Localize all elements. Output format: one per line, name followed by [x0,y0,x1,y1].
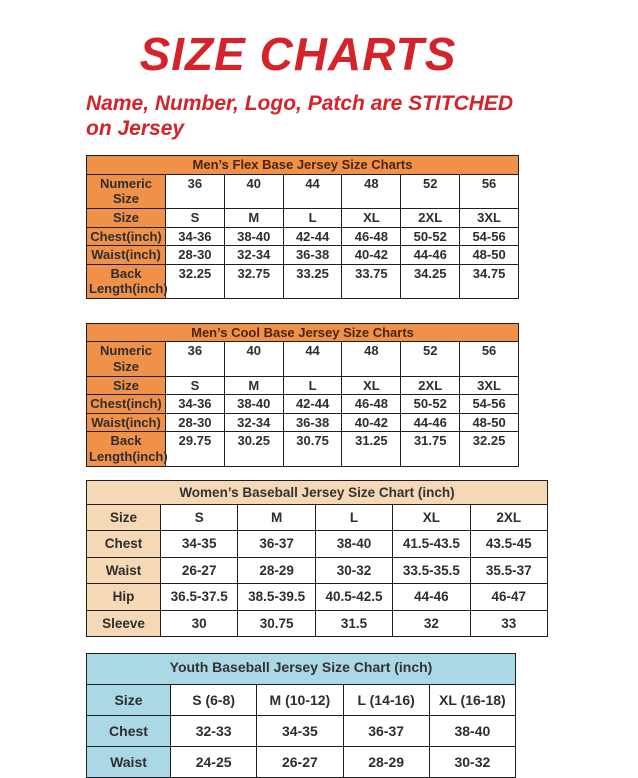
subtitle-line-1: Name, Number, Logo, Patch are STITCHED [86,92,514,115]
size-value-cell: 48-50 [460,246,519,265]
size-value-cell: L [315,504,392,531]
size-value-cell: S (6-8) [171,685,257,716]
size-value-cell: XL [393,504,470,531]
size-value-cell: 33.5-35.5 [393,557,470,584]
table-row [87,610,548,637]
mens-flex-base-table-title: Men’s Flex Base Jersey Size Charts [87,156,519,175]
size-value-cell: 3XL [460,376,519,395]
table-row [87,342,519,376]
size-value-cell: 44 [283,342,342,376]
size-value-cell: 36-37 [343,716,429,747]
size-value-cell: 30-32 [315,557,392,584]
table-row [87,531,548,558]
size-value-cell: 48 [342,342,401,376]
size-value-cell: 30.25 [224,432,283,466]
table-title-row [87,480,548,504]
size-value-cell: 40 [224,342,283,376]
size-value-cell: 34-36 [166,227,225,246]
size-charts-page [0,27,638,777]
size-value-cell: 46-48 [342,227,401,246]
table-row [87,432,519,466]
size-value-cell: 26-27 [161,557,238,584]
size-value-cell: 33.75 [342,264,401,298]
table-title-row [87,156,519,175]
size-value-cell: 38-40 [224,395,283,414]
youth-baseball-table-title: Youth Baseball Jersey Size Chart (inch) [87,654,516,685]
row-label: Back Length(inch) [87,432,166,466]
size-value-cell: 52 [401,342,460,376]
row-label: Size [87,208,166,227]
size-value-cell: 40-42 [342,246,401,265]
size-value-cell: 54-56 [460,227,519,246]
row-label: Waist [87,747,171,778]
size-value-cell: 38-40 [224,227,283,246]
size-value-cell: 52 [401,174,460,208]
size-value-cell: 36 [166,342,225,376]
size-value-cell: 38-40 [315,531,392,558]
subtitle-line-2: on Jersey [86,116,185,140]
size-value-cell: 36.5-37.5 [161,584,238,611]
size-value-cell: 31.5 [315,610,392,637]
row-label: Size [87,504,161,531]
size-value-cell: 48-50 [460,413,519,432]
size-value-cell: L [283,376,342,395]
size-value-cell: M (10-12) [257,685,343,716]
row-label: Waist [87,557,161,584]
size-value-cell: 46-47 [470,584,547,611]
size-value-cell: 42-44 [283,395,342,414]
size-value-cell: 44-46 [401,246,460,265]
page-subtitle [86,92,578,141]
row-label: Size [87,376,166,395]
mens-flex-base-size-table [86,155,519,299]
size-value-cell: 28-29 [343,747,429,778]
size-value-cell: 48 [342,174,401,208]
table-row [87,227,519,246]
size-value-cell: 34-35 [257,716,343,747]
row-label: Hip [87,584,161,611]
size-value-cell: L (14-16) [343,685,429,716]
size-value-cell: 32-34 [224,413,283,432]
size-value-cell: 28-29 [238,557,315,584]
size-value-cell: 30.75 [283,432,342,466]
size-value-cell: 36-38 [283,413,342,432]
table-title-row [87,654,516,685]
size-value-cell: S [166,376,225,395]
size-value-cell: 32.25 [460,432,519,466]
size-value-cell: 42-44 [283,227,342,246]
size-value-cell: XL (16-18) [429,685,515,716]
size-value-cell: S [166,208,225,227]
size-value-cell: 2XL [401,376,460,395]
table-row [87,376,519,395]
size-value-cell: 2XL [401,208,460,227]
size-value-cell: 30-32 [429,747,515,778]
size-value-cell: 28-30 [166,246,225,265]
size-value-cell: 54-56 [460,395,519,414]
row-label: Size [87,685,171,716]
size-value-cell: 38.5-39.5 [238,584,315,611]
size-value-cell: 40.5-42.5 [315,584,392,611]
size-value-cell: 31.75 [401,432,460,466]
mens-cool-base-table-title: Men’s Cool Base Jersey Size Charts [87,323,519,342]
size-value-cell: 56 [460,342,519,376]
size-value-cell: 35.5-37 [470,557,547,584]
size-value-cell: 56 [460,174,519,208]
size-value-cell: 40 [224,174,283,208]
size-value-cell: M [224,208,283,227]
table-row [87,246,519,265]
table-row [87,716,516,747]
size-value-cell: 38-40 [429,716,515,747]
table-row [87,584,548,611]
size-value-cell: 28-30 [166,413,225,432]
table-row [87,747,516,778]
size-value-cell: L [283,208,342,227]
row-label: Chest(inch) [87,395,166,414]
size-value-cell: 32.25 [166,264,225,298]
row-label: Chest [87,531,161,558]
table-row [87,174,519,208]
size-value-cell: 32.75 [224,264,283,298]
row-label: Numeric Size [87,342,166,376]
size-value-cell: 36 [166,174,225,208]
size-value-cell: 50-52 [401,395,460,414]
size-value-cell: 33.25 [283,264,342,298]
table-row [87,413,519,432]
size-value-cell: M [224,376,283,395]
size-value-cell: 44-46 [393,584,470,611]
row-label: Sleeve [87,610,161,637]
row-label: Chest [87,716,171,747]
page-title: SIZE CHARTS [139,28,457,80]
size-value-cell: 32-33 [171,716,257,747]
mens-cool-base-size-table [86,323,519,467]
size-value-cell: 30 [161,610,238,637]
table-row [87,557,548,584]
size-value-cell: 46-48 [342,395,401,414]
size-value-cell: M [238,504,315,531]
size-value-cell: 36-37 [238,531,315,558]
table-title-row [87,323,519,342]
size-value-cell: XL [342,208,401,227]
table-row [87,504,548,531]
size-value-cell: 34-35 [161,531,238,558]
size-value-cell: 50-52 [401,227,460,246]
table-row [87,208,519,227]
size-value-cell: 40-42 [342,413,401,432]
size-value-cell: 24-25 [171,747,257,778]
row-label: Back Length(inch) [87,264,166,298]
row-label: Waist(inch) [87,413,166,432]
size-value-cell: 32 [393,610,470,637]
size-value-cell: 26-27 [257,747,343,778]
womens-baseball-size-table [86,480,548,638]
size-value-cell: 2XL [470,504,547,531]
size-value-cell: 44-46 [401,413,460,432]
size-value-cell: 43.5-45 [470,531,547,558]
womens-baseball-table-title: Women’s Baseball Jersey Size Chart (inch) [87,480,548,504]
size-value-cell: 33 [470,610,547,637]
table-row [87,395,519,414]
size-value-cell: 41.5-43.5 [393,531,470,558]
row-label: Waist(inch) [87,246,166,265]
youth-baseball-size-table [86,653,516,778]
size-value-cell: 34-36 [166,395,225,414]
size-value-cell: 30.75 [238,610,315,637]
table-row [87,264,519,298]
size-value-cell: 34.75 [460,264,519,298]
row-label: Numeric Size [87,174,166,208]
size-value-cell: 31.25 [342,432,401,466]
size-value-cell: 32-34 [224,246,283,265]
size-value-cell: 29.75 [166,432,225,466]
size-value-cell: 34.25 [401,264,460,298]
size-value-cell: 3XL [460,208,519,227]
size-value-cell: S [161,504,238,531]
size-value-cell: 44 [283,174,342,208]
size-value-cell: 36-38 [283,246,342,265]
size-value-cell: XL [342,376,401,395]
table-row [87,685,516,716]
row-label: Chest(inch) [87,227,166,246]
